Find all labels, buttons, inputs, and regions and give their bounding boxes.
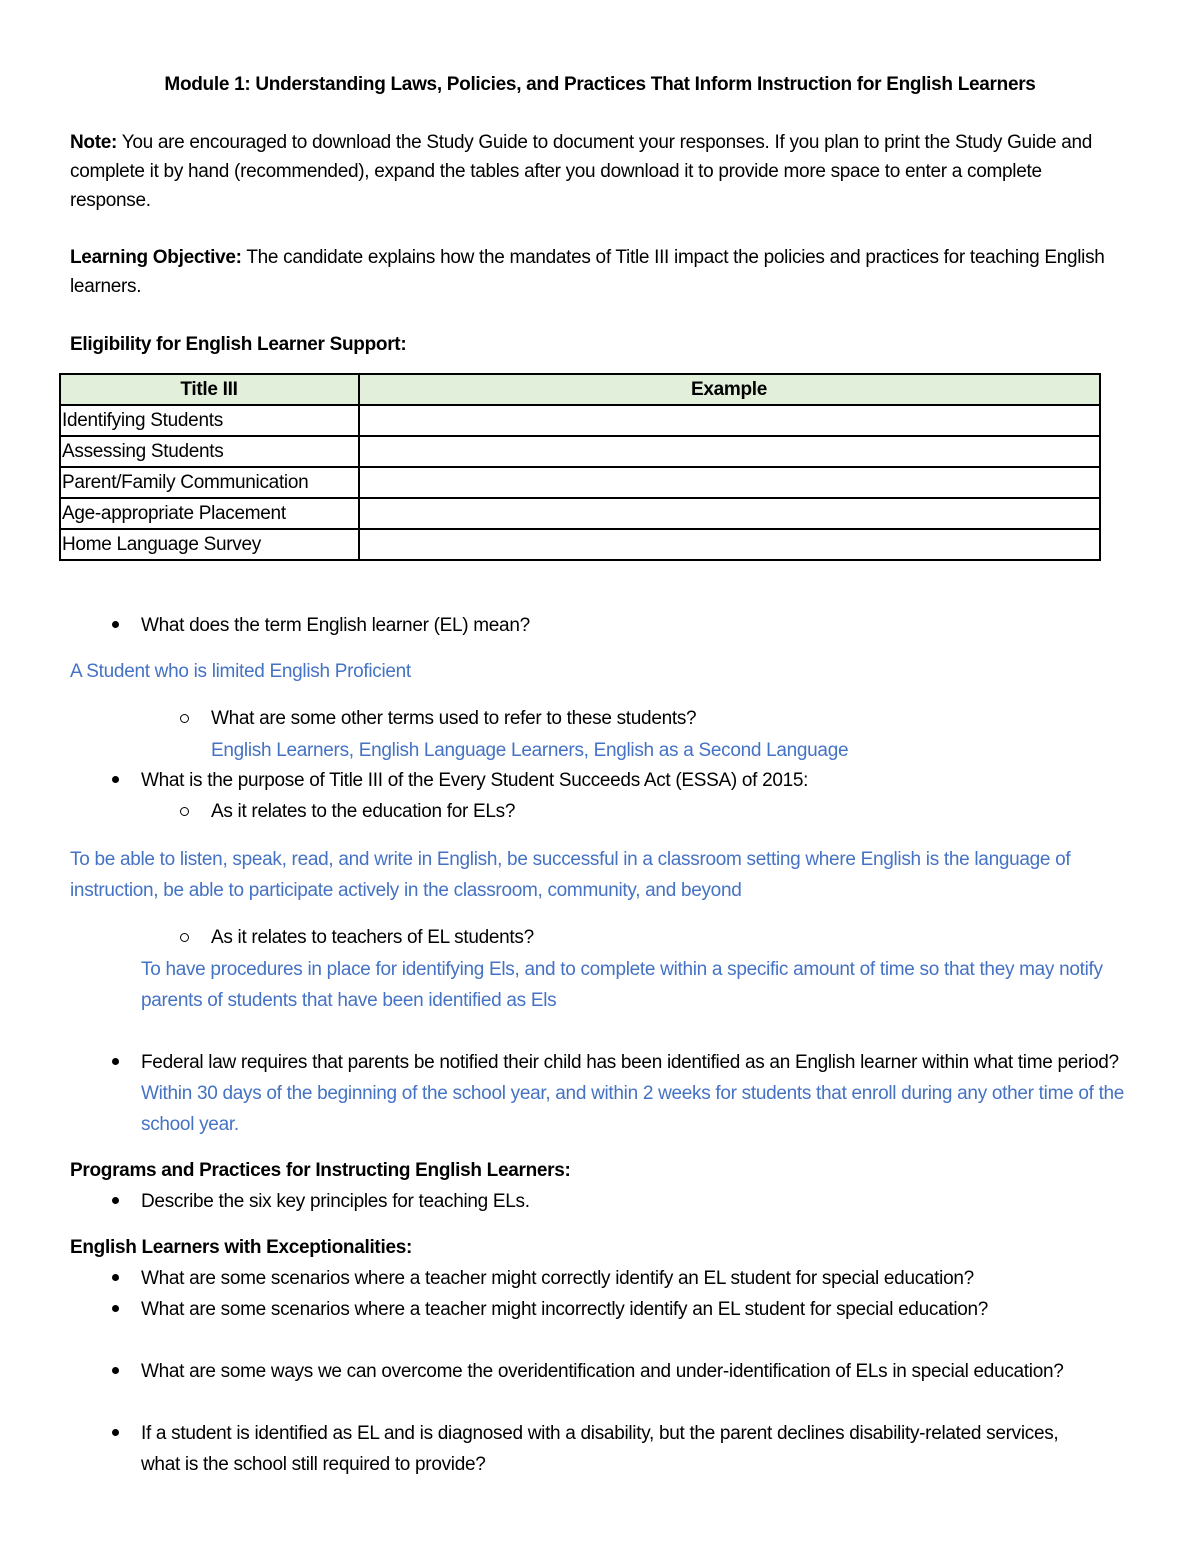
- cell-example[interactable]: [359, 498, 1100, 529]
- table-row: [60, 405, 1100, 436]
- table-row: [60, 529, 1100, 560]
- question-text: As it relates to the education for ELs?: [211, 801, 516, 822]
- question-text: As it relates to teachers of EL students?: [211, 927, 534, 948]
- note-text: You are encouraged to download the Study Guide to document your responses. If you plan to print the Study Guide and complete it by hand (recommended), expand the tables after you download it to provide more space to enter a complete response.: [70, 132, 1093, 211]
- title-iii-table: [59, 373, 1101, 561]
- document-title: Module 1: Understanding Laws, Policies, and Practices That Inform Instruction for English Learners: [164, 74, 1036, 95]
- answer-education-for-els: To be able to listen, speak, read, and write in English, be successful in a classroom setting where English is the language of instruction, be able to participate actively in the classroom, community, and beyond: [70, 849, 1071, 901]
- cell-label: Assessing Students: [60, 436, 359, 467]
- cell-label: Age-appropriate Placement: [60, 498, 359, 529]
- cell-example[interactable]: [359, 436, 1100, 467]
- header-example: Example: [359, 374, 1100, 405]
- note-label: Note:: [70, 132, 118, 153]
- cell-label: Identifying Students: [60, 405, 359, 436]
- answer-other-terms: English Learners, English Language Learners, English as a Second Language: [211, 740, 849, 761]
- question-text: Federal law requires that parents be notified their child has been identified as an English learner within what time period?: [141, 1052, 1119, 1073]
- table-row: [60, 436, 1100, 467]
- header-title-iii: Title III: [60, 374, 359, 405]
- question-text: What is the purpose of Title III of the Every Student Succeeds Act (ESSA) of 2015:: [141, 770, 809, 791]
- table-row: [60, 498, 1100, 529]
- question-text: What does the term English learner (EL) mean?: [141, 615, 530, 636]
- item-text: If a student is identified as EL and is diagnosed with a disability, but the parent declines disability-related services, what is the school still required to provide?: [141, 1423, 1059, 1475]
- learning-objective: [70, 243, 1120, 301]
- programs-heading: Programs and Practices for Instructing English Learners:: [70, 1160, 571, 1181]
- cell-label: Parent/Family Communication: [60, 467, 359, 498]
- learning-objective-text: The candidate explains how the mandates of Title III impact the policies and practices for teaching English learners.: [70, 247, 1105, 297]
- note-paragraph: [70, 128, 1120, 215]
- answer-el-meaning: A Student who is limited English Proficient: [70, 661, 411, 682]
- item-text: Describe the six key principles for teaching ELs.: [141, 1191, 530, 1212]
- table-row: [60, 467, 1100, 498]
- cell-example[interactable]: [359, 529, 1100, 560]
- cell-example[interactable]: [359, 405, 1100, 436]
- answer-teachers-of-els: To have procedures in place for identifying Els, and to complete within a specific amount of time so that they may notify parents of students that have been identified as Els: [141, 959, 1103, 1011]
- cell-label: Home Language Survey: [60, 529, 359, 560]
- cell-example[interactable]: [359, 467, 1100, 498]
- exceptionalities-heading: English Learners with Exceptionalities:: [70, 1237, 412, 1258]
- eligibility-heading: Eligibility for English Learner Support:: [70, 334, 407, 355]
- item-text: What are some ways we can overcome the overidentification and under-identification of ELs in special education?: [141, 1361, 1064, 1382]
- question-answer-block: [141, 1047, 1131, 1140]
- learning-objective-label: Learning Objective:: [70, 247, 242, 268]
- item-text: What are some scenarios where a teacher might correctly identify an EL student for special education?: [141, 1268, 974, 1289]
- question-text: What are some other terms used to refer to these students?: [211, 708, 697, 729]
- table-header-row: [60, 374, 1100, 405]
- item-text: What are some scenarios where a teacher might incorrectly identify an EL student for special education?: [141, 1299, 989, 1320]
- answer-text: Within 30 days of the beginning of the school year, and within 2 weeks for students that enroll during any other time of the school year.: [141, 1083, 1125, 1135]
